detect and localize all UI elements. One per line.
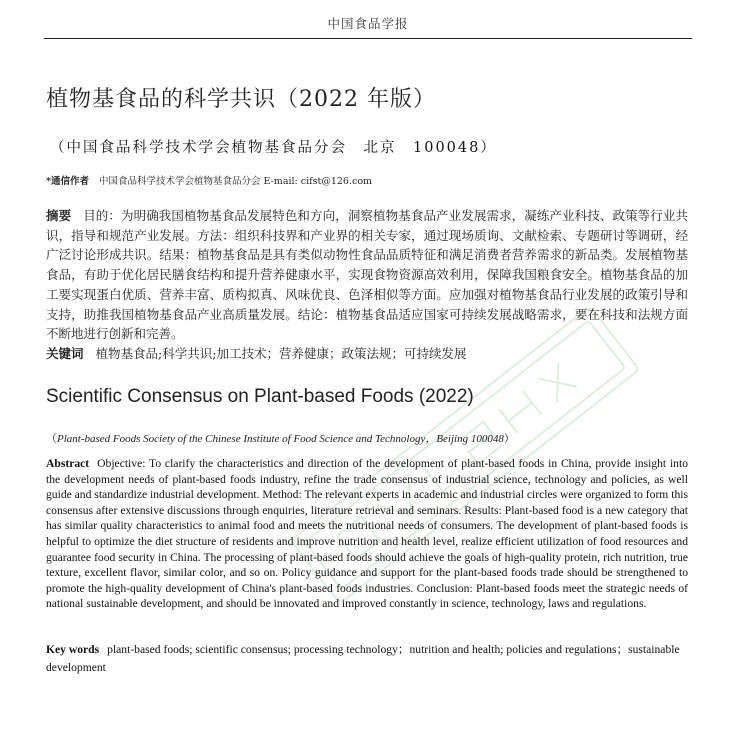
corresponding-text: 中国食品科学技术学会植物基食品分会 E-mail: cifst@126.com (98, 176, 373, 187)
chinese-keywords-text: 植物基食品;科学共识;加工技术；营养健康；政策法规；可持续发展 (95, 346, 467, 361)
english-affiliation-text: Plant-based Foods Society of the Chinese Institute of Food Science and Technology，Beijing 100048 (57, 433, 504, 445)
english-abstract (46, 456, 688, 612)
affiliation-open-paren: （ (46, 433, 57, 445)
english-keywords-label: Key words (46, 643, 100, 656)
english-affiliation (46, 430, 515, 446)
chinese-abstract-text: 目的：为明确我国植物基食品发展特色和方向，洞察植物基食品产业发展需求，凝练产业科技、政策等行业共识，指导和规范产业发展。方法：组织科技界和产业界的相关专家，通过现场质询、文献检索、专题研讨等调研，经广泛讨论形成共识。结果：植物基食品是具有类似动物性食品品质特征和满足消费者营养需求的新品类。发展植物基食品，有助于优化居民膳食结构和提升营养健康水平，实现食物资源高效利用，保障我国粮食安全。植物基食品的加工要实现蛋白优质、营养丰富、质构拟真、风味优良、色泽相似等方面。应加强对植物基食品行业发展的政策引导和支持，助推我国植物基食品产业高质量发展。结论：植物基食品适应国家可持续发展战略需求，要在科技和法规方面不断地进行创新和完善。 (46, 208, 688, 342)
chinese-keywords-label: 关键词 (46, 346, 84, 361)
english-title: Scientific Consensus on Plant-based Foods (2022) (46, 386, 474, 407)
chinese-abstract-label: 摘要 (46, 208, 72, 223)
corresponding-label: *通信作者 (46, 176, 89, 187)
chinese-affiliation: （中国食品科学技术学会植物基食品分会 北京 100048） (50, 140, 497, 156)
chinese-abstract (46, 206, 688, 344)
corresponding-author (46, 173, 372, 187)
chinese-keywords (46, 344, 688, 362)
english-keywords (46, 641, 688, 677)
english-abstract-label: Abstract (46, 457, 90, 470)
header-divider (44, 38, 692, 39)
journal-header: 中国食品学报 (327, 16, 409, 31)
chinese-title: 植物基食品的科学共识（2022 年版） (46, 87, 436, 112)
affiliation-close-paren: ） (503, 433, 515, 445)
english-keywords-text: plant-based foods; scientific consensus; processing technology；nutrition and health; policies and regulations；sustainable development (46, 643, 680, 674)
english-abstract-text: Objective: To clarify the characteristics and direction of the development of plant-based foods in China, provide insight into the development needs of plant-based foods industry, refine the trade consensus of industrial science, technology and policies, as well guide and standardize industrial development. Method: The relevant experts in academic and industrial circles were organized to form this consensus after extensive discussions through enquiries, literature retrieval and seminars. Results: Plant-based food is a new category that has similar quality characteristics to animal food and meets the nutritional needs of consumers. The development of plant-based foods is helpful to optimize the diet structure of residents and improve nutrition and health level, realize efficient utilization of food resources and guarantee food security in China. The processing of plant-based foods should achieve the goals of high-quality protein, rich nutrition, true texture, excellent flavor, similar color, and so on. Policy guidance and support for the plant-based foods trade should be strengthened to promote the high-quality development of China's plant-based foods industries. Conclusion: Plant-based foods meet the strategic needs of national sustainable development, and should be innovated and improved constantly in science, technology, laws and regulations. (46, 457, 688, 611)
